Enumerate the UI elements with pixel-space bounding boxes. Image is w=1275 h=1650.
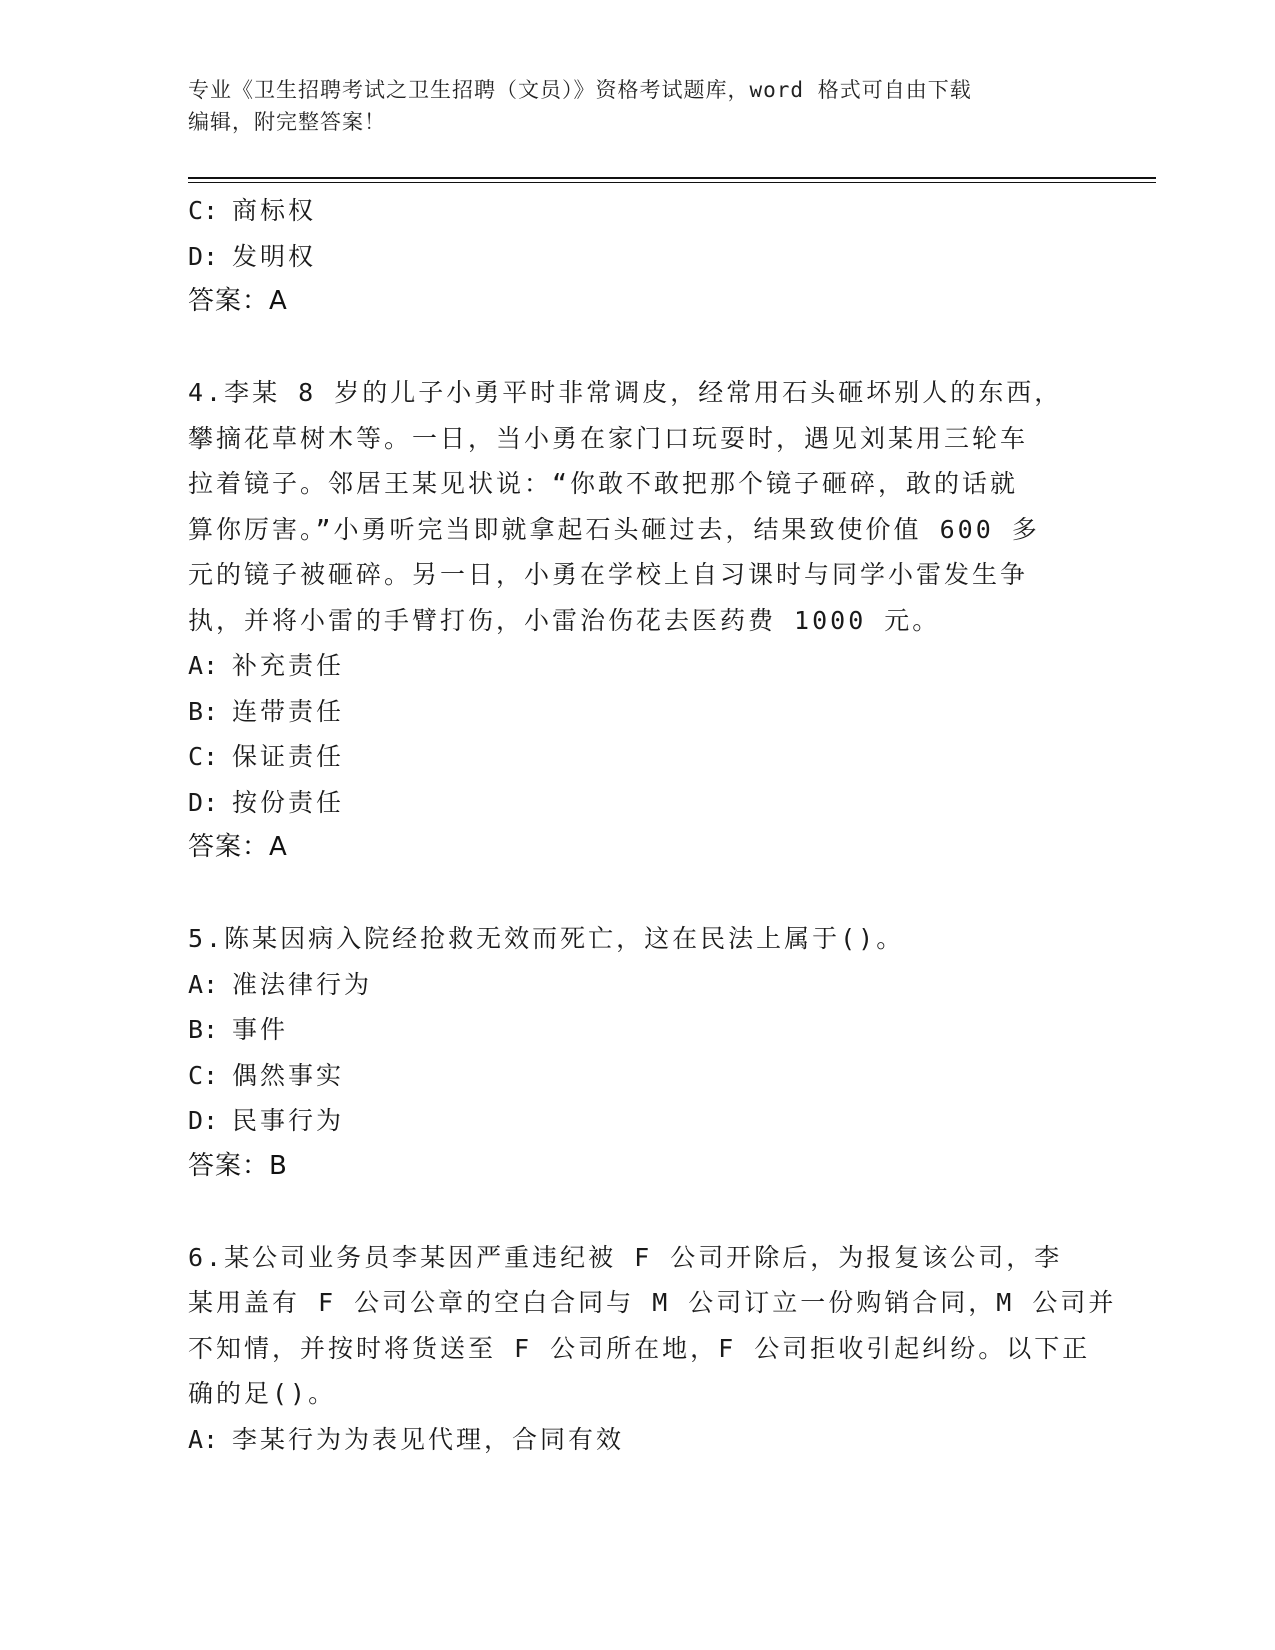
spacer	[188, 871, 1088, 917]
option-label: C:	[188, 742, 219, 771]
option-c	[188, 734, 1088, 780]
option-label: B:	[188, 1015, 219, 1044]
answer-line: 答案：B	[188, 1150, 288, 1181]
question-text-line: 执，并将小雷的手臂打伤，小雷治伤花去医药费 1000 元。	[188, 605, 941, 635]
header-divider-thick	[188, 177, 1156, 179]
header-divider-thin	[188, 182, 1156, 183]
question-text-line: 5.陈某因病入院经抢救无效而死亡，这在民法上属于()。	[188, 924, 905, 953]
question-text-line: 确的足()。	[188, 1379, 337, 1408]
option-label: C:	[188, 196, 219, 225]
question-4	[188, 370, 1088, 871]
option-text: 偶然事实	[232, 1060, 345, 1090]
option-c	[188, 188, 1088, 234]
question-list	[188, 188, 1117, 1462]
option-text: 补充责任	[232, 651, 345, 680]
question-text-line: 算你厉害。”小勇听完当即就拿起石头砸过去，结果致使价值 600 多	[188, 514, 1040, 544]
question-text-line: 4.李某 8 岁的儿子小勇平时非常调皮，经常用石头砸坏别人的东西，	[188, 378, 1063, 407]
option-text: 按份责任	[232, 787, 345, 817]
option-label: D:	[188, 787, 219, 817]
option-label: A:	[188, 969, 219, 999]
header-line-2: 编辑，附完整答案！	[188, 110, 386, 134]
question-text-line: 不知情，并按时将货送至 F 公司所在地，F 公司拒收引起纠纷。以下正	[188, 1333, 1091, 1363]
option-label: A:	[188, 651, 219, 680]
option-label: C:	[188, 1060, 219, 1090]
option-d	[188, 1098, 1088, 1144]
answer-line: 答案：A	[188, 286, 288, 316]
spacer	[188, 325, 1088, 371]
option-label: D:	[188, 1106, 219, 1135]
option-b	[188, 1007, 1088, 1053]
header-line-1: 专业《卫生招聘考试之卫生招聘（文员）》资格考试题库，word 格式可自由下载	[188, 78, 972, 102]
question-3	[188, 188, 1088, 325]
option-a	[188, 643, 1088, 689]
option-b	[188, 689, 1088, 735]
question-5	[188, 916, 1088, 1189]
option-label: B:	[188, 696, 219, 726]
option-text: 事件	[232, 1015, 289, 1044]
question-text-line: 攀摘花草树木等。一日，当小勇在家门口玩耍时，遇见刘某用三轮车	[188, 423, 1029, 453]
option-d	[188, 234, 1088, 280]
question-text-line: 某用盖有 F 公司公章的空白合同与 M 公司订立一份购销合同，M 公司并	[188, 1288, 1117, 1317]
option-a	[188, 1417, 1088, 1463]
option-text: 商标权	[232, 196, 317, 225]
question-6	[188, 1235, 1117, 1463]
option-label: A:	[188, 1424, 219, 1454]
option-a	[188, 962, 1088, 1008]
spacer	[188, 1189, 1088, 1235]
option-d	[188, 780, 1088, 826]
option-text: 保证责任	[232, 742, 345, 771]
option-label: D:	[188, 241, 219, 271]
answer-line: 答案：A	[188, 832, 288, 862]
option-text: 发明权	[232, 241, 317, 271]
option-text: 李某行为为表见代理，合同有效	[232, 1424, 625, 1454]
option-text: 民事行为	[232, 1106, 345, 1135]
option-c	[188, 1053, 1088, 1099]
question-text-line: 6.某公司业务员李某因严重违纪被 F 公司开除后，为报复该公司，李	[188, 1242, 1063, 1272]
question-text-line: 元的镜子被砸碎。另一日，小勇在学校上自习课时与同学小雷发生争	[188, 560, 1029, 589]
question-text-line: 拉着镜子。邻居王某见状说：“你敢不敢把那个镜子砸碎，敢的话就	[188, 469, 1019, 498]
option-text: 准法律行为	[232, 969, 373, 999]
option-text: 连带责任	[232, 696, 345, 726]
document-header	[188, 74, 1088, 138]
